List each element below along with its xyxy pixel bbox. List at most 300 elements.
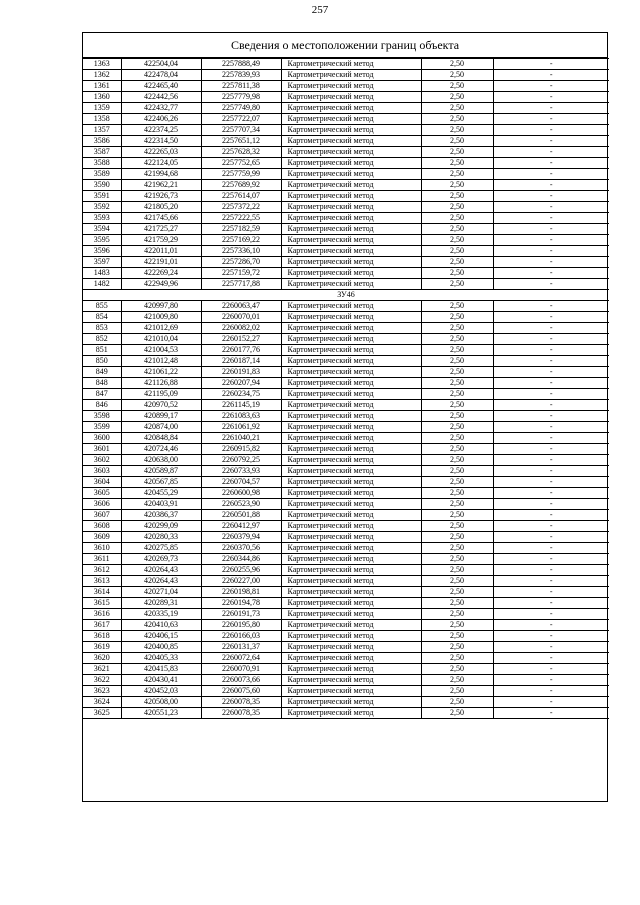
precision-cell: 2,50 [421,664,493,675]
y-coordinate-cell: 2257811,38 [201,81,281,92]
point-number-cell: 1482 [83,279,121,290]
y-coordinate-cell: 2257286,70 [201,257,281,268]
point-number-cell: 3619 [83,642,121,653]
method-cell: Картометрический метод [281,378,421,389]
precision-cell: 2,50 [421,642,493,653]
point-number-cell: 3595 [83,235,121,246]
x-coordinate-cell: 421745,66 [121,213,201,224]
description-cell: - [493,334,609,345]
y-coordinate-cell: 2260501,88 [201,510,281,521]
description-cell: - [493,477,609,488]
x-coordinate-cell: 420386,37 [121,510,201,521]
x-coordinate-cell: 421759,29 [121,235,201,246]
x-coordinate-cell: 422269,24 [121,268,201,279]
method-cell: Картометрический метод [281,389,421,400]
method-cell: Картометрический метод [281,708,421,719]
y-coordinate-cell: 2260070,91 [201,664,281,675]
table-row [83,158,609,169]
y-coordinate-cell: 2260070,01 [201,312,281,323]
x-coordinate-cell: 420638,00 [121,455,201,466]
y-coordinate-cell: 2257222,55 [201,213,281,224]
x-coordinate-cell: 422442,56 [121,92,201,103]
method-cell: Картометрический метод [281,345,421,356]
method-cell: Картометрический метод [281,114,421,125]
table-row [83,521,609,532]
method-cell: Картометрический метод [281,147,421,158]
x-coordinate-cell: 420269,73 [121,554,201,565]
precision-cell: 2,50 [421,268,493,279]
x-coordinate-cell: 421061,22 [121,367,201,378]
description-cell: - [493,356,609,367]
point-number-cell: 3591 [83,191,121,202]
y-coordinate-cell: 2257159,72 [201,268,281,279]
method-cell: Картометрический метод [281,499,421,510]
description-cell: - [493,279,609,290]
y-coordinate-cell: 2260187,14 [201,356,281,367]
section-label: ЗУ46 [83,290,609,301]
point-number-cell: 3614 [83,587,121,598]
method-cell: Картометрический метод [281,411,421,422]
precision-cell: 2,50 [421,444,493,455]
table-row [83,609,609,620]
description-cell: - [493,554,609,565]
y-coordinate-cell: 2257779,98 [201,92,281,103]
description-cell: - [493,70,609,81]
point-number-cell: 3602 [83,455,121,466]
precision-cell: 2,50 [421,169,493,180]
table-row [83,587,609,598]
x-coordinate-cell: 420567,85 [121,477,201,488]
point-number-cell: 3594 [83,224,121,235]
description-cell: - [493,488,609,499]
method-cell: Картометрический метод [281,356,421,367]
method-cell: Картометрический метод [281,180,421,191]
y-coordinate-cell: 2260523,90 [201,499,281,510]
description-cell: - [493,180,609,191]
y-coordinate-cell: 2257752,65 [201,158,281,169]
method-cell: Картометрический метод [281,653,421,664]
precision-cell: 2,50 [421,158,493,169]
description-cell: - [493,631,609,642]
method-cell: Картометрический метод [281,444,421,455]
precision-cell: 2,50 [421,191,493,202]
description-cell: - [493,378,609,389]
table-row [83,565,609,576]
table-row [83,301,609,312]
y-coordinate-cell: 2260131,37 [201,642,281,653]
x-coordinate-cell: 422465,40 [121,81,201,92]
y-coordinate-cell: 2260152,27 [201,334,281,345]
description-cell: - [493,235,609,246]
point-number-cell: 3610 [83,543,121,554]
table-row [83,554,609,565]
description-cell: - [493,422,609,433]
description-cell: - [493,521,609,532]
y-coordinate-cell: 2257888,49 [201,59,281,70]
method-cell: Картометрический метод [281,103,421,114]
precision-cell: 2,50 [421,92,493,103]
precision-cell: 2,50 [421,422,493,433]
method-cell: Картометрический метод [281,169,421,180]
boundary-table-frame [82,32,608,802]
point-number-cell: 3603 [83,466,121,477]
point-number-cell: 850 [83,356,121,367]
method-cell: Картометрический метод [281,136,421,147]
table-row [83,686,609,697]
table-title: Сведения о местоположении границ объекта [83,33,607,58]
x-coordinate-cell: 422432,77 [121,103,201,114]
y-coordinate-cell: 2260073,66 [201,675,281,686]
precision-cell: 2,50 [421,631,493,642]
precision-cell: 2,50 [421,59,493,70]
table-row [83,213,609,224]
y-coordinate-cell: 2257759,99 [201,169,281,180]
description-cell: - [493,499,609,510]
table-row [83,70,609,81]
precision-cell: 2,50 [421,279,493,290]
y-coordinate-cell: 2257749,80 [201,103,281,114]
y-coordinate-cell: 2257169,22 [201,235,281,246]
method-cell: Картометрический метод [281,642,421,653]
y-coordinate-cell: 2260191,73 [201,609,281,620]
table-row [83,169,609,180]
method-cell: Картометрический метод [281,543,421,554]
table-row [83,477,609,488]
method-cell: Картометрический метод [281,400,421,411]
y-coordinate-cell: 2260075,60 [201,686,281,697]
point-number-cell: 3618 [83,631,121,642]
precision-cell: 2,50 [421,180,493,191]
precision-cell: 2,50 [421,433,493,444]
method-cell: Картометрический метод [281,433,421,444]
x-coordinate-cell: 421012,69 [121,323,201,334]
point-number-cell: 1357 [83,125,121,136]
method-cell: Картометрический метод [281,92,421,103]
y-coordinate-cell: 2260234,75 [201,389,281,400]
x-coordinate-cell: 420264,43 [121,576,201,587]
y-coordinate-cell: 2260600,98 [201,488,281,499]
point-number-cell: 3588 [83,158,121,169]
y-coordinate-cell: 2260078,35 [201,697,281,708]
precision-cell: 2,50 [421,147,493,158]
point-number-cell: 3586 [83,136,121,147]
precision-cell: 2,50 [421,81,493,92]
precision-cell: 2,50 [421,224,493,235]
y-coordinate-cell: 2260194,78 [201,598,281,609]
y-coordinate-cell: 2257336,10 [201,246,281,257]
table-row [83,312,609,323]
y-coordinate-cell: 2260078,35 [201,708,281,719]
precision-cell: 2,50 [421,686,493,697]
description-cell: - [493,587,609,598]
description-cell: - [493,543,609,554]
x-coordinate-cell: 420430,41 [121,675,201,686]
table-row [83,279,609,290]
method-cell: Картометрический метод [281,488,421,499]
x-coordinate-cell: 420997,80 [121,301,201,312]
method-cell: Картометрический метод [281,565,421,576]
precision-cell: 2,50 [421,202,493,213]
table-row [83,510,609,521]
x-coordinate-cell: 420275,85 [121,543,201,554]
x-coordinate-cell: 421004,53 [121,345,201,356]
method-cell: Картометрический метод [281,235,421,246]
x-coordinate-cell: 420874,00 [121,422,201,433]
description-cell: - [493,444,609,455]
point-number-cell: 3587 [83,147,121,158]
precision-cell: 2,50 [421,257,493,268]
method-cell: Картометрический метод [281,477,421,488]
table-row [83,543,609,554]
table-row [83,246,609,257]
description-cell: - [493,81,609,92]
table-row [83,708,609,719]
y-coordinate-cell: 2261040,21 [201,433,281,444]
precision-cell: 2,50 [421,521,493,532]
y-coordinate-cell: 2260082,02 [201,323,281,334]
description-cell: - [493,268,609,279]
point-number-cell: 3597 [83,257,121,268]
point-number-cell: 3616 [83,609,121,620]
x-coordinate-cell: 420415,83 [121,664,201,675]
x-coordinate-cell: 421126,88 [121,378,201,389]
table-row [83,323,609,334]
x-coordinate-cell: 420405,33 [121,653,201,664]
description-cell: - [493,411,609,422]
table-row [83,114,609,125]
point-number-cell: 3596 [83,246,121,257]
point-number-cell: 1361 [83,81,121,92]
y-coordinate-cell: 2260063,47 [201,301,281,312]
point-number-cell: 3611 [83,554,121,565]
x-coordinate-cell: 420299,09 [121,521,201,532]
table-row [83,697,609,708]
x-coordinate-cell: 422504,04 [121,59,201,70]
table-row [83,422,609,433]
table-row [83,356,609,367]
description-cell: - [493,169,609,180]
y-coordinate-cell: 2260072,64 [201,653,281,664]
method-cell: Картометрический метод [281,510,421,521]
point-number-cell: 1362 [83,70,121,81]
table-row [83,125,609,136]
y-coordinate-cell: 2260733,93 [201,466,281,477]
point-number-cell: 3604 [83,477,121,488]
description-cell: - [493,367,609,378]
x-coordinate-cell: 420589,87 [121,466,201,477]
x-coordinate-cell: 422406,26 [121,114,201,125]
precision-cell: 2,50 [421,708,493,719]
x-coordinate-cell: 420848,84 [121,433,201,444]
table-row [83,653,609,664]
y-coordinate-cell: 2257614,07 [201,191,281,202]
method-cell: Картометрический метод [281,268,421,279]
y-coordinate-cell: 2260379,94 [201,532,281,543]
table-row [83,191,609,202]
description-cell: - [493,213,609,224]
description-cell: - [493,147,609,158]
y-coordinate-cell: 2257839,93 [201,70,281,81]
description-cell: - [493,609,609,620]
point-number-cell: 848 [83,378,121,389]
precision-cell: 2,50 [421,609,493,620]
x-coordinate-cell: 422374,25 [121,125,201,136]
x-coordinate-cell: 420289,31 [121,598,201,609]
x-coordinate-cell: 420410,63 [121,620,201,631]
point-number-cell: 3598 [83,411,121,422]
table-row [83,400,609,411]
precision-cell: 2,50 [421,466,493,477]
y-coordinate-cell: 2257628,32 [201,147,281,158]
point-number-cell: 846 [83,400,121,411]
method-cell: Картометрический метод [281,279,421,290]
precision-cell: 2,50 [421,367,493,378]
table-row [83,92,609,103]
table-row [83,631,609,642]
point-number-cell: 3606 [83,499,121,510]
method-cell: Картометрический метод [281,323,421,334]
precision-cell: 2,50 [421,477,493,488]
x-coordinate-cell: 420271,04 [121,587,201,598]
point-number-cell: 847 [83,389,121,400]
description-cell: - [493,345,609,356]
method-cell: Картометрический метод [281,686,421,697]
description-cell: - [493,455,609,466]
precision-cell: 2,50 [421,543,493,554]
table-row [83,136,609,147]
precision-cell: 2,50 [421,455,493,466]
method-cell: Картометрический метод [281,334,421,345]
y-coordinate-cell: 2257722,07 [201,114,281,125]
precision-cell: 2,50 [421,378,493,389]
precision-cell: 2,50 [421,345,493,356]
description-cell: - [493,125,609,136]
method-cell: Картометрический метод [281,158,421,169]
precision-cell: 2,50 [421,323,493,334]
description-cell: - [493,202,609,213]
precision-cell: 2,50 [421,576,493,587]
precision-cell: 2,50 [421,653,493,664]
x-coordinate-cell: 421009,80 [121,312,201,323]
table-row [83,444,609,455]
precision-cell: 2,50 [421,697,493,708]
method-cell: Картометрический метод [281,521,421,532]
x-coordinate-cell: 420724,46 [121,444,201,455]
point-number-cell: 852 [83,334,121,345]
y-coordinate-cell: 2260344,86 [201,554,281,565]
x-coordinate-cell: 420264,43 [121,565,201,576]
description-cell: - [493,653,609,664]
description-cell: - [493,103,609,114]
x-coordinate-cell: 420403,91 [121,499,201,510]
description-cell: - [493,136,609,147]
precision-cell: 2,50 [421,103,493,114]
point-number-cell: 3592 [83,202,121,213]
point-number-cell: 3617 [83,620,121,631]
precision-cell: 2,50 [421,598,493,609]
x-coordinate-cell: 421012,48 [121,356,201,367]
method-cell: Картометрический метод [281,301,421,312]
method-cell: Картометрический метод [281,587,421,598]
x-coordinate-cell: 422478,04 [121,70,201,81]
precision-cell: 2,50 [421,114,493,125]
table-row [83,455,609,466]
y-coordinate-cell: 2260792,25 [201,455,281,466]
y-coordinate-cell: 2260915,82 [201,444,281,455]
method-cell: Картометрический метод [281,246,421,257]
description-cell: - [493,400,609,411]
y-coordinate-cell: 2261145,19 [201,400,281,411]
table-row [83,334,609,345]
method-cell: Картометрический метод [281,554,421,565]
method-cell: Картометрический метод [281,213,421,224]
description-cell: - [493,576,609,587]
precision-cell: 2,50 [421,70,493,81]
method-cell: Картометрический метод [281,257,421,268]
x-coordinate-cell: 422265,03 [121,147,201,158]
table-row [83,411,609,422]
x-coordinate-cell: 420970,52 [121,400,201,411]
description-cell: - [493,389,609,400]
point-number-cell: 3599 [83,422,121,433]
y-coordinate-cell: 2260412,97 [201,521,281,532]
precision-cell: 2,50 [421,587,493,598]
method-cell: Картометрический метод [281,81,421,92]
x-coordinate-cell: 421805,20 [121,202,201,213]
method-cell: Картометрический метод [281,312,421,323]
description-cell: - [493,697,609,708]
precision-cell: 2,50 [421,565,493,576]
x-coordinate-cell: 420455,29 [121,488,201,499]
table-row [83,103,609,114]
description-cell: - [493,224,609,235]
point-number-cell: 3624 [83,697,121,708]
precision-cell: 2,50 [421,246,493,257]
y-coordinate-cell: 2257182,59 [201,224,281,235]
y-coordinate-cell: 2260227,00 [201,576,281,587]
point-number-cell: 3621 [83,664,121,675]
precision-cell: 2,50 [421,235,493,246]
method-cell: Картометрический метод [281,631,421,642]
y-coordinate-cell: 2257651,12 [201,136,281,147]
table-row [83,598,609,609]
point-number-cell: 3612 [83,565,121,576]
table-row [83,488,609,499]
table-row [83,620,609,631]
description-cell: - [493,191,609,202]
table-row [83,642,609,653]
y-coordinate-cell: 2260195,80 [201,620,281,631]
x-coordinate-cell: 420551,23 [121,708,201,719]
coordinates-table [83,58,609,719]
x-coordinate-cell: 422314,50 [121,136,201,147]
y-coordinate-cell: 2260166,03 [201,631,281,642]
precision-cell: 2,50 [421,499,493,510]
point-number-cell: 3615 [83,598,121,609]
y-coordinate-cell: 2261061,92 [201,422,281,433]
precision-cell: 2,50 [421,620,493,631]
method-cell: Картометрический метод [281,664,421,675]
y-coordinate-cell: 2260191,83 [201,367,281,378]
description-cell: - [493,312,609,323]
method-cell: Картометрический метод [281,532,421,543]
y-coordinate-cell: 2260207,94 [201,378,281,389]
table-row [83,147,609,158]
table-row [83,499,609,510]
point-number-cell: 3589 [83,169,121,180]
precision-cell: 2,50 [421,125,493,136]
method-cell: Картометрический метод [281,466,421,477]
